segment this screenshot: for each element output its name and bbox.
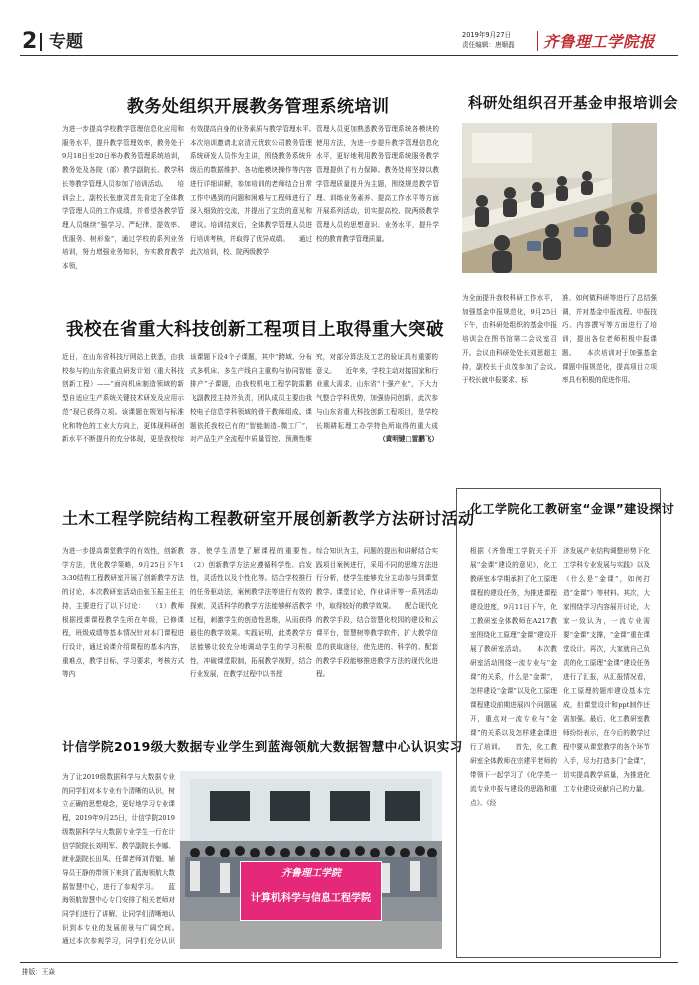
article6-column-1: 根据《齐鲁理工学院关于开展“金课”建设的意见》，化工教研室本学期承担了化工原理课程的建设任务，为推进课程建设进度，9月11日下午，化工教研室全体教师在A217教室围绕化工原理“金课”建设开展了教研室活动。 本次教研室活动围绕一流专业与“金课”的关系，什么是“金课”，怎样建设“金课”以及化工原理课程建设前期进展四个问题展开，重点对一流专业与“金课”的关系以及怎样建金课进行了培训。 首先，化工教研室全体教师在宗建平老师的带领下一起学习了《化学类一流专业申报与建设的思路和重点》、《经: [470, 547, 557, 807]
banner-school-name: 齐鲁理工学院: [281, 868, 341, 879]
article-title-civil-engineering: 土木工程学院结构工程教研室开展创新教学方法研讨活动: [62, 509, 475, 528]
page-number-divider: [40, 33, 42, 51]
article6-column-2: 济发展产业结构调整形势下化工学科专业发展与实践》以及《什么是“金课”，如何打造“金课”》等材料。其次，大家围绕学习内容展开讨论，大家一致认为，一流专业需要“金课”支撑，“金课”重在课堂设计。再次，大家就自己负责的化工原理“金课”建设任务进行了汇报，从汇报情况看，化工原理的题库建设基本完成，但课堂设计和ppt制作还需加强。最后，化工教研室教师纷纷表示，在今后的教学过程中要从课堂教学的各个环节入手，尽力打造多门“金课”，切实提高教学质量，为推进化工专业建设贡献自己的力量。: [563, 547, 650, 793]
article5-column-1: 为了让2019级数据科学与大数据专业的同学们对本专业有个清晰的认识，树立正确的思想观念，更好地学习专业课程，2019年9月25日，计信学院2019级数据科学与大数据专业学生一行在计信学院院长刘明军、教学副院长李娜、就业副院长田凤、任课老师刘青魁、辅导员王静的带领下来到了蓝海领航大数据智慧中心，进行了参观学习。 蓝海领航智慧中心专门安排了相关老师对同学们进行了讲解，让同学们清晰地认识到本专业的发展前景与广阔空间。 通过本次参观学习，同学们充分认识: [62, 773, 175, 946]
article3-column-3: 究，对部分算法及工艺的验证具有重要的意义。 近年来，学校主动对接国家和行业重大需求，山东省“十强产业”，下大力气整合学科优势，加强协同创新，此次参与山东省重大科技创新工程项目，是学校长期耕耘理工办学特色所取得的重大成: [316, 353, 438, 430]
header-divider: [537, 31, 538, 51]
page-number: 2: [22, 29, 38, 54]
training-meeting-photo: [462, 123, 657, 273]
article-title-science-breakthrough: 我校在省重大科技创新工程项目上取得重大突破: [66, 320, 444, 340]
group-photo-banner: [240, 861, 382, 921]
article3-column-1: 近日，在山东省科技厅网站上获悉，由我校参与的山东省重点研发计划（重大科技创新工程）——“面向机床制造领域的新型自适应生产系统关键技术研发及应用示范”现已获得立项。该课题在规划与标准化和特色的工业大方向上，更体现科研创新水平不断提升的充分体现，更是我校综: [62, 353, 184, 444]
banner-college-name: 计算机科学与信息工程学院: [251, 893, 371, 904]
article1-column-3: 管理人员更加熟悉教务管理系统各模块的使用方法，为进一步提升教学管理信息化水平，更好地利用教务管理系统服务教学管理提供了有力保障。教务处将坚持以教学管理质量提升为主题，围绕规范教学管理、训练业务素养、提高工作水平等方面开展系列活动，切实提高校、院两级教学管理人员的思想意识、业务水平，提升学校的教育教学管理质量。: [316, 125, 439, 243]
footer-rule: [20, 962, 678, 963]
issue-date: 2019年9月27日: [462, 31, 512, 39]
group-photo: [180, 771, 442, 949]
article4-column-2: 容，使学生清楚了解课程的重要性。 （2）创新教学方法应遵循科学性、启发性，灵活性以及个性化等。结合学校推行的任务驱动法，案例教学法等进行有效的探索，灵活科学的教学方法能够鲜活教学过程，刺激学生的创造性思维，从而获得最佳的教学效果。实践证明，此类教学方法能够让较充分地调动学生的学习积极性，冲破课堂限制，拓展教学视野，结合行业发展，在教学过程中以书授: [190, 547, 312, 679]
section-title: 专题: [49, 32, 83, 52]
article2-column-1: 为全面提升我校科研工作水平，加强基金申报规范化，9月25日下午，由科研处组织的基金申报培训会在图书馆第二会议室召开。会议由科研处处长刘思超主持，副校长于贞茂参加了会议。 于校长就申报要求、标: [462, 294, 557, 385]
article-title-academic-affairs: 教务处组织开展教务管理系统培训: [127, 97, 390, 117]
article1-column-1: 为进一步提高学校教学管理信息化应用和服务水平，提升教学管理效率，教务处于9月18日至20日举办教务管理系统培训，教务处及各院（部）教学副院长、教学科长等教学管理人员参加了培训活动。 培训会上，副校长张康灵首先肯定了全体教学管理人员的工作成绩，并希望各教学管理人员继续“强学习、严纪律、提效率、优服务、树形象”，通过学校的系列业务培训，努力增强业务知识，夯实教育教学本领，: [62, 125, 184, 271]
article4-column-3: 综合知识为主，问题的提出和讲解结合实践项目案例进行，采用不同的思维方法进行分析，使学生能够充分主动参与到课堂教学。课堂讨论，作业讲评等一系列活动中，取得较好的教学效果。 配合现代化的教学手段，结合智慧化校园的建设和云课平台，智慧树等教学软件，扩大教学信息的获取途径，使先进的、科学的、配套的教学手段能够推进教学方法的现代化进程。: [316, 547, 438, 679]
article1-column-2: 有效提高自身的业务素质与教学管理水平。 本次培训邀请北京清元优软公司教务管理系统研发人员作为主讲，围绕教务系统升级后的数据维护、各功能模块操作等内容进行详细讲解，参加培训的老师结合日常工作中遇到的问题和困难与工程师进行了深入细致的交流，并提出了宝贵的意见和建议。培训结束后，全体教学管理人员进行培训考核，并取得了优异成绩。 通过此次培训，校、院两级教学: [190, 125, 312, 257]
article2-column-2: 准、如何做科研等进行了总结强调，并对基金申报流程、申报技巧、内容撰写等方面进行了培训，提出各位老师积极申报课题。 本次培训对于加强基金课题申报规范化，提高项目立项率具有积极的促进作用。: [562, 294, 657, 385]
article4-column-1: 为进一步提高课堂教学的有效性，创新教学方法，优化教学策略，9月25日下午13:30结构工程教研室开展了创新教学方法的讨论，本次教研室活动由张玉振主任主持，主要进行了以下讨论： （1）教师根据授课课程教学生所在年级，已修课程，班级成绩等基本情况针对本门课程进行设计，通过说课介绍课程的基本内容，重难点，教学目标，学习要求，考核方式等内: [62, 547, 184, 679]
article-title-chemistry-golden-course: 化工学院化工教研室“金课”建设探讨: [470, 502, 675, 516]
article3-column-2: 该课题下设4个子课题，其中“跨域、分布式多机床、多生产线自主重构与协同智能排产”子课题，由我校机电工程学院雷鹏飞副教授主持并负责，团队成员主要由我校电子信息学科领域的骨干教师组成。课题依托我校已有的“智能制造–微工厂”，对产品生产全流程中质量管控、预测性维: [190, 353, 312, 444]
layout-editor: 排版：王焱: [22, 968, 55, 976]
masthead-logo: 齐鲁理工学院报: [543, 32, 656, 51]
responsible-editor: 责任编辑：唐顺磊: [462, 41, 515, 49]
header-rule: [20, 55, 678, 56]
article-title-big-data-internship: 计信学院2019级大数据专业学生到蓝海领航大数据智慧中心认识实习: [62, 739, 463, 754]
article3-byline: （黄明键□雷鹏飞）: [379, 435, 438, 443]
article-title-research-fund: 科研处组织召开基金申报培训会: [468, 96, 678, 112]
